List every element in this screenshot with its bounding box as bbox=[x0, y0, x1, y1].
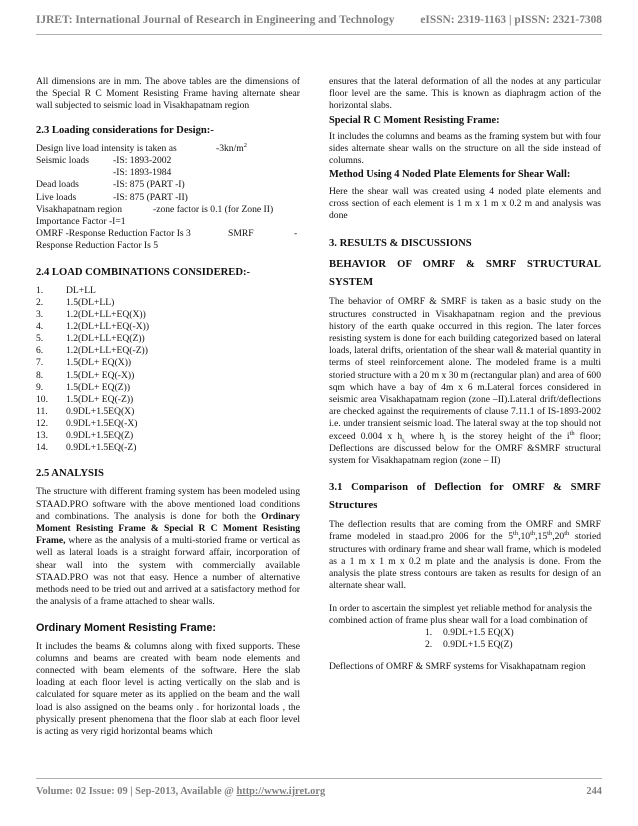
behavior-heading: BEHAVIOR OF OMRF & SMRF STRUCTURAL SYSTEM bbox=[329, 259, 601, 289]
right-column bbox=[329, 76, 601, 674]
section-2-5-heading: 2.5 ANALYSIS bbox=[36, 468, 104, 480]
list-item: 2. 0.9DL+1.5 EQ(Z) bbox=[425, 639, 513, 651]
live-label: Live loads bbox=[36, 191, 77, 203]
seismic-code-1: -IS: 1893-2002 bbox=[113, 155, 172, 167]
list-item: 6. 1.2(DL+LL+EQ(-Z)) bbox=[36, 345, 148, 357]
region-label: Visakhapatnam region bbox=[36, 203, 123, 215]
behavior-paragraph: The behavior of OMRF & SMRF is taken as a basic study on the structures constructed in Visakhapatnam region and the previous history of the earth quake occurred in this region. The later forces resisting system is done for each building categorized based on lateral loads, lateral drifts, orientation of the shear wall & material quantity in terms of steel reinforcement alone. The modeled frame is a multi storied structure with a 20 m x 30 m (rectangular plan) and area of 600 sqm which have a bay of 4m x 6 m.Lateral forces considered in seismic area Visakhapatnam region (zone –II).Lateral drift/deflections are checked against the requirements of clause 7.11.1 of IS-1893-2002 i.e. under transient seismic load. The lateral sway at the top should not exceed 0.004 x $h_{i,}$ where $h_i$ is the storey height of the $i^{th}$ floor; Deflections are discussed below for the OMRF &SMRF structural system for Visakhapatnam region (zone – II) bbox=[329, 296, 601, 467]
continuation-paragraph: ensures that the lateral deformation of all the nodes at any particular floor level are the same. This is known as diaphragm action of the horizontal slabs. bbox=[329, 76, 601, 112]
page-number: 244 bbox=[586, 786, 602, 797]
dead-label: Dead loads bbox=[36, 179, 79, 191]
intro-paragraph: All dimensions are in mm. The above tables are the dimensions of the Special R C Moment Resisting Frame having alternate shear wall subjected to seismic load in Visakhapatnam region bbox=[36, 76, 300, 112]
list-item: 2. 1.5(DL+LL) bbox=[36, 296, 115, 308]
smrf-label: SMRF bbox=[228, 228, 254, 240]
dash: - bbox=[294, 228, 298, 240]
live-code: -IS: 875 (PART -II) bbox=[113, 191, 188, 203]
list-item: 9. 1.5(DL+ EQ(Z)) bbox=[36, 381, 131, 393]
section-2-4-heading: 2.4 LOAD COMBINATIONS CONSIDERED:- bbox=[36, 266, 251, 278]
loads-block bbox=[36, 143, 300, 253]
running-header bbox=[36, 14, 602, 26]
importance-factor: Importance Factor -I=1 bbox=[36, 216, 126, 228]
list-item: 7. 1.5(DL+ EQ(X)) bbox=[36, 357, 132, 369]
section-2-3-heading: 2.3 Loading considerations for Design:- bbox=[36, 124, 214, 136]
list-item: 4. 1.2(DL+LL+EQ(-X)) bbox=[36, 321, 150, 333]
plate-method-heading: Method Using 4 Noded Plate Elements for Shear Wall: bbox=[329, 169, 571, 181]
list-item: 8. 1.5(DL+ EQ(-X)) bbox=[36, 369, 135, 381]
load-combination-list bbox=[36, 285, 300, 454]
footer-rule bbox=[36, 778, 602, 779]
seismic-label: Seismic loads bbox=[36, 155, 90, 167]
list-item: 14. 0.9DL+1.5EQ(-Z) bbox=[36, 442, 137, 454]
smrf-heading: Special R C Moment Resisting Frame: bbox=[329, 114, 500, 126]
issn: eISSN: 2319-1163 | pISSN: 2321-7308 bbox=[420, 14, 602, 26]
dead-code: -IS: 875 (PART -I) bbox=[113, 179, 185, 191]
chosen-combination-list bbox=[329, 627, 601, 651]
plate-method-paragraph: Here the shear wall was created using 4 noded plate elements and cross section of each element is 1 m x 1 m x 0.2 m and analysis was done bbox=[329, 185, 601, 222]
list-item: 5. 1.2(DL+LL+EQ(Z)) bbox=[36, 333, 145, 345]
order-paragraph: In order to ascertain the simplest yet reliable method for analysis the combined action of frame plus shear wall for a load combination of bbox=[329, 602, 592, 626]
footer-text: Volume: 02 Issue: 09 | Sep-2013, Available @ http://www.ijret.org bbox=[36, 786, 326, 797]
omrf-heading: Ordinary Moment Resisting Frame: bbox=[36, 622, 216, 635]
journal-title: IJRET: International Journal of Research in Engineering and Technology bbox=[36, 14, 395, 26]
list-item: 11. 0.9DL+1.5EQ(X) bbox=[36, 405, 135, 417]
list-item: 12. 0.9DL+1.5EQ(-X) bbox=[36, 417, 138, 429]
omrf-factor: OMRF -Response Reduction Factor Is 3 bbox=[36, 228, 191, 240]
final-paragraph: Deflections of OMRF & SMRF systems for Visakhapatnam region bbox=[329, 661, 586, 673]
deflection-paragraph: The deflection results that are coming from the OMRF and SMRF frame modeled in staad.pro 2006 for the 5th,10th,15th,20th storied structures with ordinary frame and shear wall frame, which is modeled as a 1 m x 1 m x 0.2 m plate and the analysis is done. From the analysis the plate stress contours are taken as results for design of an alternate shear wall. bbox=[329, 519, 601, 592]
omrf-paragraph: It includes the beams & columns along with fixed supports. These columns and beams are created with beam node elements and connected with beam elements of the software. Here the slab loading at each floor level is acting vertically on the slab and is calculated for square meter as its applied on the beam and the wall load is also assigned on the beams only . for horizontal loads , the physically present phenomena that the floor slab at each floor level is acting as very rigid horizontal beams which bbox=[36, 640, 300, 738]
region-value: -zone factor is 0.1 (for Zone II) bbox=[153, 203, 274, 215]
live-intensity-value: $-3kn/m^2$ bbox=[216, 141, 247, 154]
smrf-paragraph: It includes the columns and beams as the framing system but with four sides alternate shear walls on the structure on all the side instead of columns. bbox=[329, 130, 601, 167]
analysis-paragraph: The structure with different framing system has been modeled using STAAD.PRO software with the above mentioned load conditions and combinations. The analysis is done for both the Ordinary Moment Resisting Frame & Special R C Moment Resisting Frame, where as the analysis of a multi-storied frame or vertical as well as lateral loads is a straight forward affair, incorporation of shear wall into the system with commercially available STAAD.PRO was not that easy. Hence a number of alternative methods need to be tried out and arrived at a satisfactory method for the analysis of a frame attached to shear walls. bbox=[36, 486, 300, 608]
journal-link[interactable]: http://www.ijret.org bbox=[236, 786, 326, 797]
list-item: 13. 0.9DL+1.5EQ(Z) bbox=[36, 429, 134, 441]
section-3-heading: 3. RESULTS & DISCUSSIONS bbox=[329, 238, 472, 250]
header-rule bbox=[36, 34, 602, 35]
left-column bbox=[36, 76, 300, 738]
list-item: 10. 1.5(DL+ EQ(-Z)) bbox=[36, 393, 134, 405]
live-intensity-label: Design live load intensity is taken as bbox=[36, 142, 177, 154]
list-item: 3. 1.2(DL+LL+EQ(X)) bbox=[36, 309, 146, 321]
list-item: 1. DL+LL bbox=[36, 284, 96, 296]
smrf-factor: Response Reduction Factor Is 5 bbox=[36, 240, 159, 252]
list-item: 1. 0.9DL+1.5 EQ(X) bbox=[425, 626, 514, 638]
running-footer bbox=[36, 786, 602, 797]
section-3-1-heading: 3.1 Comparison of Deflection for OMRF & SMRF Structures bbox=[329, 482, 601, 512]
seismic-code-2: -IS: 1893-1984 bbox=[113, 167, 172, 179]
